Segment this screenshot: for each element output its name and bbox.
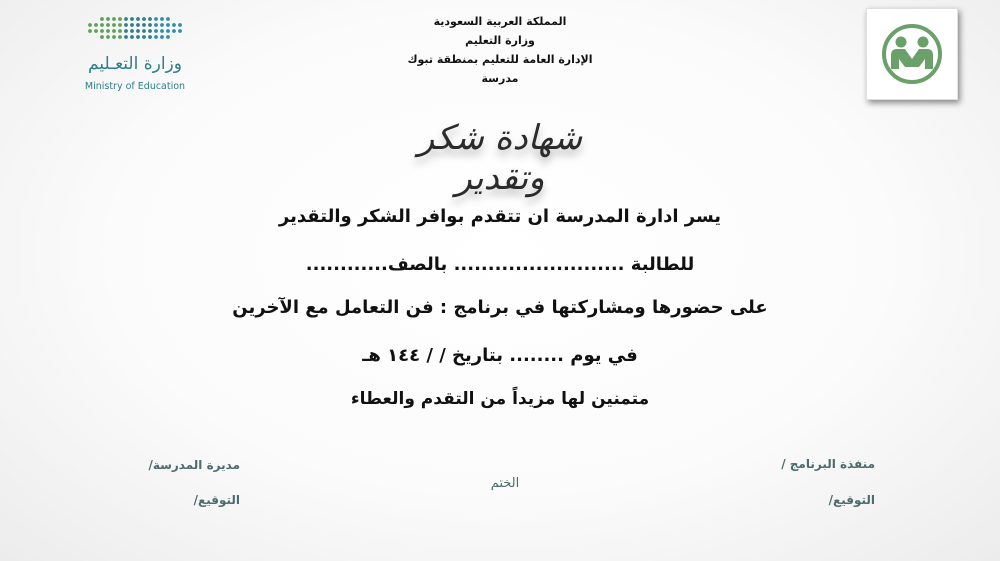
logo-dot <box>160 17 164 21</box>
body-line-1: يسر ادارة المدرسة ان تتقدم بوافر الشكر والتقدير <box>278 206 722 227</box>
logo-dot <box>124 35 128 39</box>
logo-dot <box>148 23 152 27</box>
header-school: مدرسة <box>481 72 519 85</box>
logo-dot <box>136 17 140 21</box>
logo-dot <box>118 35 122 39</box>
body-line-2: للطالبة ......................... بالصف............ <box>305 254 695 275</box>
ministry-logo-english: Ministry of Education <box>84 81 186 92</box>
logo-dot <box>136 29 140 33</box>
logo-dot <box>142 17 146 21</box>
logo-dot <box>124 17 128 21</box>
logo-dot <box>94 23 98 27</box>
logo-dot <box>106 23 110 27</box>
logo-dot <box>142 29 146 33</box>
logo-dot <box>148 29 152 33</box>
logo-dot <box>130 17 134 21</box>
logo-dot <box>100 35 104 39</box>
executor-signature-label: التوقيع/ <box>828 493 875 507</box>
principal-label: مديرة المدرسة/ <box>148 458 240 472</box>
logo-dot <box>154 23 158 27</box>
logo-dot <box>178 29 182 33</box>
logo-dot <box>166 23 170 27</box>
logo-dot <box>154 35 158 39</box>
logo-dot <box>148 17 152 21</box>
header-directorate: الإدارة العامة للتعليم بمنطقة تبوك <box>407 53 593 66</box>
logo-dot <box>178 23 182 27</box>
body-line-4: في يوم ........ بتاريخ / / ١٤٤ هـ <box>362 345 638 366</box>
logo-dot <box>160 23 164 27</box>
logo-dot <box>142 23 146 27</box>
header-ministry: وزارة التعليم <box>465 34 535 47</box>
handshake-people-icon <box>867 9 957 99</box>
header-country: المملكة العربية السعودية <box>433 15 567 28</box>
body-line-5: متمنين لها مزيداً من التقدم والعطاء <box>350 389 650 409</box>
logo-dot <box>118 23 122 27</box>
logo-dot <box>112 17 116 21</box>
logo-dot <box>100 23 104 27</box>
logo-dot <box>136 35 140 39</box>
logo-dot <box>106 17 110 21</box>
logo-dot <box>130 23 134 27</box>
logo-dot <box>118 17 122 21</box>
logo-dot <box>106 35 110 39</box>
logo-dot <box>124 23 128 27</box>
logo-dot <box>100 17 104 21</box>
logo-dot <box>130 35 134 39</box>
logo-dot <box>166 29 170 33</box>
logo-dot <box>124 29 128 33</box>
logo-dot <box>106 29 110 33</box>
logo-dot <box>154 29 158 33</box>
principal-signature-label: التوقيع/ <box>193 493 240 507</box>
logo-dot <box>94 29 98 33</box>
logo-dot <box>148 35 152 39</box>
logo-dot <box>100 29 104 33</box>
logo-dot <box>166 17 170 21</box>
logo-dot <box>112 29 116 33</box>
body-line-3: على حضورها ومشاركتها في برنامج : فن التعامل مع الآخرين <box>232 297 768 318</box>
logo-dot <box>118 29 122 33</box>
header-block <box>350 12 650 88</box>
logo-dot <box>160 29 164 33</box>
program-executor-label: منفذة البرنامج / <box>781 457 875 471</box>
logo-dot <box>88 23 92 27</box>
logo-dot <box>154 17 158 21</box>
logo-dot <box>160 35 164 39</box>
ministry-logo-arabic: وزارة التعـليم <box>88 54 182 74</box>
school-logo <box>866 8 958 100</box>
logo-dot <box>112 23 116 27</box>
logo-dot <box>130 29 134 33</box>
logo-dot <box>142 35 146 39</box>
logo-dot <box>172 29 176 33</box>
logo-dot <box>166 35 170 39</box>
logo-dot <box>136 23 140 27</box>
seal-label: الختم <box>490 476 520 491</box>
logo-dot <box>112 35 116 39</box>
logo-dot <box>172 23 176 27</box>
certificate-title: شهادة شكر وتقدير <box>417 118 583 198</box>
logo-dot <box>88 29 92 33</box>
